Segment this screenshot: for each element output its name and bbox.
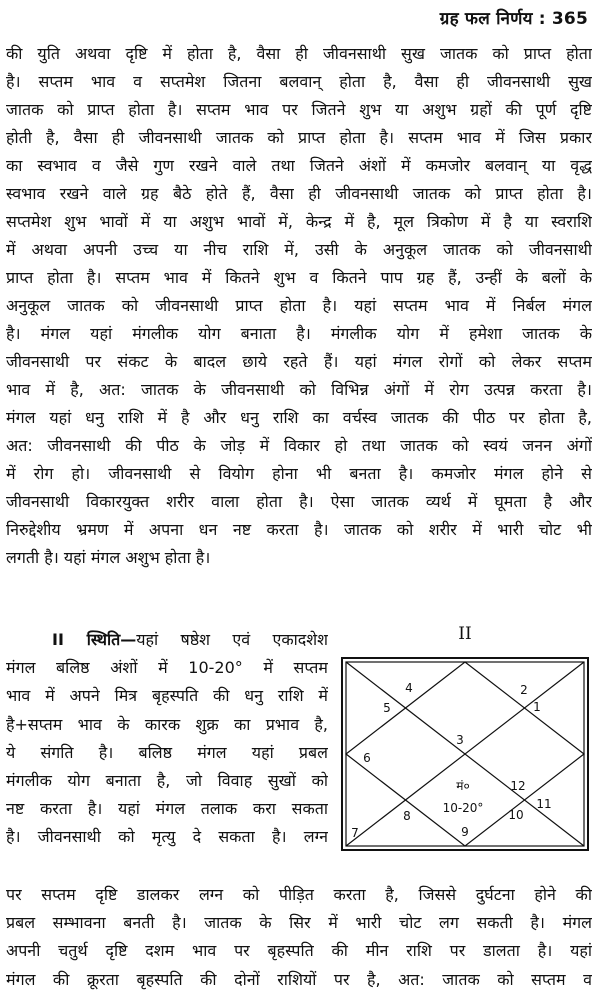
text-line: लगती है। यहां मंगल अशुभ होता है। (6, 548, 211, 567)
text-line: प्राप्त होता है। सप्तम भाव में कितने शुभ व कितने पाप ग्रह हैं, उन्हीं के बलों के (6, 268, 592, 287)
text-line: है। जीवनसाथी को मृत्यु दे सकता है। लग्न (6, 827, 328, 847)
house-5-sign: 5 (383, 701, 391, 715)
house-11-sign: 11 (536, 797, 552, 811)
section-2-heading: II स्थिति— (52, 630, 137, 649)
text-line: होती है, वैसा ही जीवनसाथी जातक को प्राप्त होता है। सप्तम भाव में जिस प्रकार (6, 128, 592, 147)
text-line: भाव में है, अत: जातक के जीवनसाथी को विभिन्न अंगों में रोग उत्पन्न करता है। (6, 380, 592, 399)
kundali-chart (336, 624, 594, 856)
text-line: की युति अथवा दृष्टि में होता है, वैसा ही जीवनसाथी सुख जातक को प्राप्त होता (6, 44, 592, 63)
section-2-first-line-text: यहां षष्ठेश एवं एकादशेश (136, 630, 328, 649)
chart-title: II (458, 624, 472, 644)
text-line: में रोग हो। जीवनसाथी से वियोग होना भी बनता है। कमजोर मंगल होने से (6, 464, 592, 483)
house-8-sign: 8 (403, 809, 411, 823)
text-line: ये संगति है। बलिष्ठ मंगल यहां प्रबल (6, 742, 328, 762)
section-2-left-column (6, 626, 328, 852)
text-line: जातक को प्राप्त होता है। सप्तम भाव पर जितने शुभ या अशुभ ग्रहों की पूर्ण दृष्टि (6, 100, 592, 119)
section-2-continued (6, 881, 592, 994)
text-line: अनुकूल जातक को जीवनसाथी प्राप्त होता है। यहां सप्तम भाव में निर्बल मंगल (6, 296, 592, 315)
text-line: प्रबल सम्भावना बनती है। जातक के सिर में भारी चोट लग सकती है। मंगल (6, 913, 592, 933)
text-line: का स्वभाव व जैसे गुण रखने वाले तथा जितने अंशों में कमजोर बलवान् या वृद्ध (6, 156, 592, 175)
text-line: मंगल यहां धनु राशि में है और धनु राशि का वर्चस्व जातक की पीठ पर होता है, (6, 408, 592, 427)
text-line: अत: जीवनसाथी की पीठ के जोड़ में विकार हो तथा जातक को स्वयं जनन अंगों (6, 436, 592, 455)
text-line: निरुद्देशीय भ्रमण में अपना धन नष्ट करता है। जातक को शरीर में भारी चोट भी (6, 520, 592, 539)
running-header: ग्रह फल निर्णय : 365 (439, 9, 588, 29)
text-line: मंगल की क्रूरता बृहस्पति की दोनों राशियों पर है, अत: जातक को सप्तम व (6, 969, 592, 989)
section-2-left-lines (6, 654, 328, 851)
house-12-sign: 12 (510, 779, 526, 793)
planet-mars-label: मं० (456, 779, 470, 793)
text-line: में अथवा अपनी उच्च या नीच राशि में, उसी के अनुकूल जातक को जीवनसाथी (6, 240, 592, 259)
house-3-sign: 3 (456, 733, 464, 747)
house-7-sign: 7 (351, 826, 359, 840)
house-2-sign: 2 (520, 683, 528, 697)
text-line: पर सप्तम दृष्टि डालकर लग्न को पीड़ित करता है, जिससे दुर्घटना होने की (6, 885, 592, 904)
planet-degree-label: 10-20° (442, 801, 484, 815)
text-line: नष्ट करता है। यहां मंगल तलाक करा सकता (6, 799, 328, 819)
text-line: जीवनसाथी पर संकट के बादल छाये रहते हैं। यहां मंगल रोगों को लेकर सप्तम (6, 352, 592, 371)
text-line: है। मंगल यहां मंगलीक योग बनाता है। मंगलीक योग में हमेशा जातक के (6, 324, 592, 343)
text-line: जीवनसाथी विकारयुक्त शरीर वाला होता है। ऐसा जातक व्यर्थ में घूमता है और (6, 492, 592, 511)
kundali-diagram (336, 624, 594, 856)
house-sign-labels (351, 681, 551, 840)
text-line: स्वभाव रखने वाले ग्रह बैठे होते हैं, वैसा ही जीवनसाथी जातक को प्राप्त होता है। (6, 184, 592, 203)
paragraph-1 (6, 40, 592, 572)
text-line: अपनी चतुर्थ दृष्टि दशम भाव पर बृहस्पति की मीन राशि पर डालता है। यहां (6, 941, 592, 961)
house-4-sign: 4 (405, 681, 413, 695)
text-line: है+सप्तम भाव के कारक शुक्र का प्रभाव है, (6, 714, 328, 734)
house-10-sign: 10 (508, 808, 524, 822)
section-2-first-line (6, 626, 328, 654)
text-line: सप्तमेश शुभ भावों में या अशुभ भावों में, केन्द्र में है, मूल त्रिकोण में है या स्वराशि (6, 212, 592, 231)
text-line: मंगल बलिष्ठ अंशों में 10-20° में सप्तम (6, 658, 328, 678)
house-6-sign: 6 (363, 751, 371, 765)
text-line: है। सप्तम भाव व सप्तमेश जितना बलवान् होता है, वैसा ही जीवनसाथी सुख (6, 72, 592, 91)
text-line: मंगलीक योग बनाता है, जो विवाह सुखों को (6, 771, 328, 791)
house-1-sign: 1 (533, 700, 541, 714)
text-line: भाव में अपने मित्र बृहस्पति की धनु राशि में (6, 686, 328, 706)
house-9-sign: 9 (461, 825, 469, 839)
